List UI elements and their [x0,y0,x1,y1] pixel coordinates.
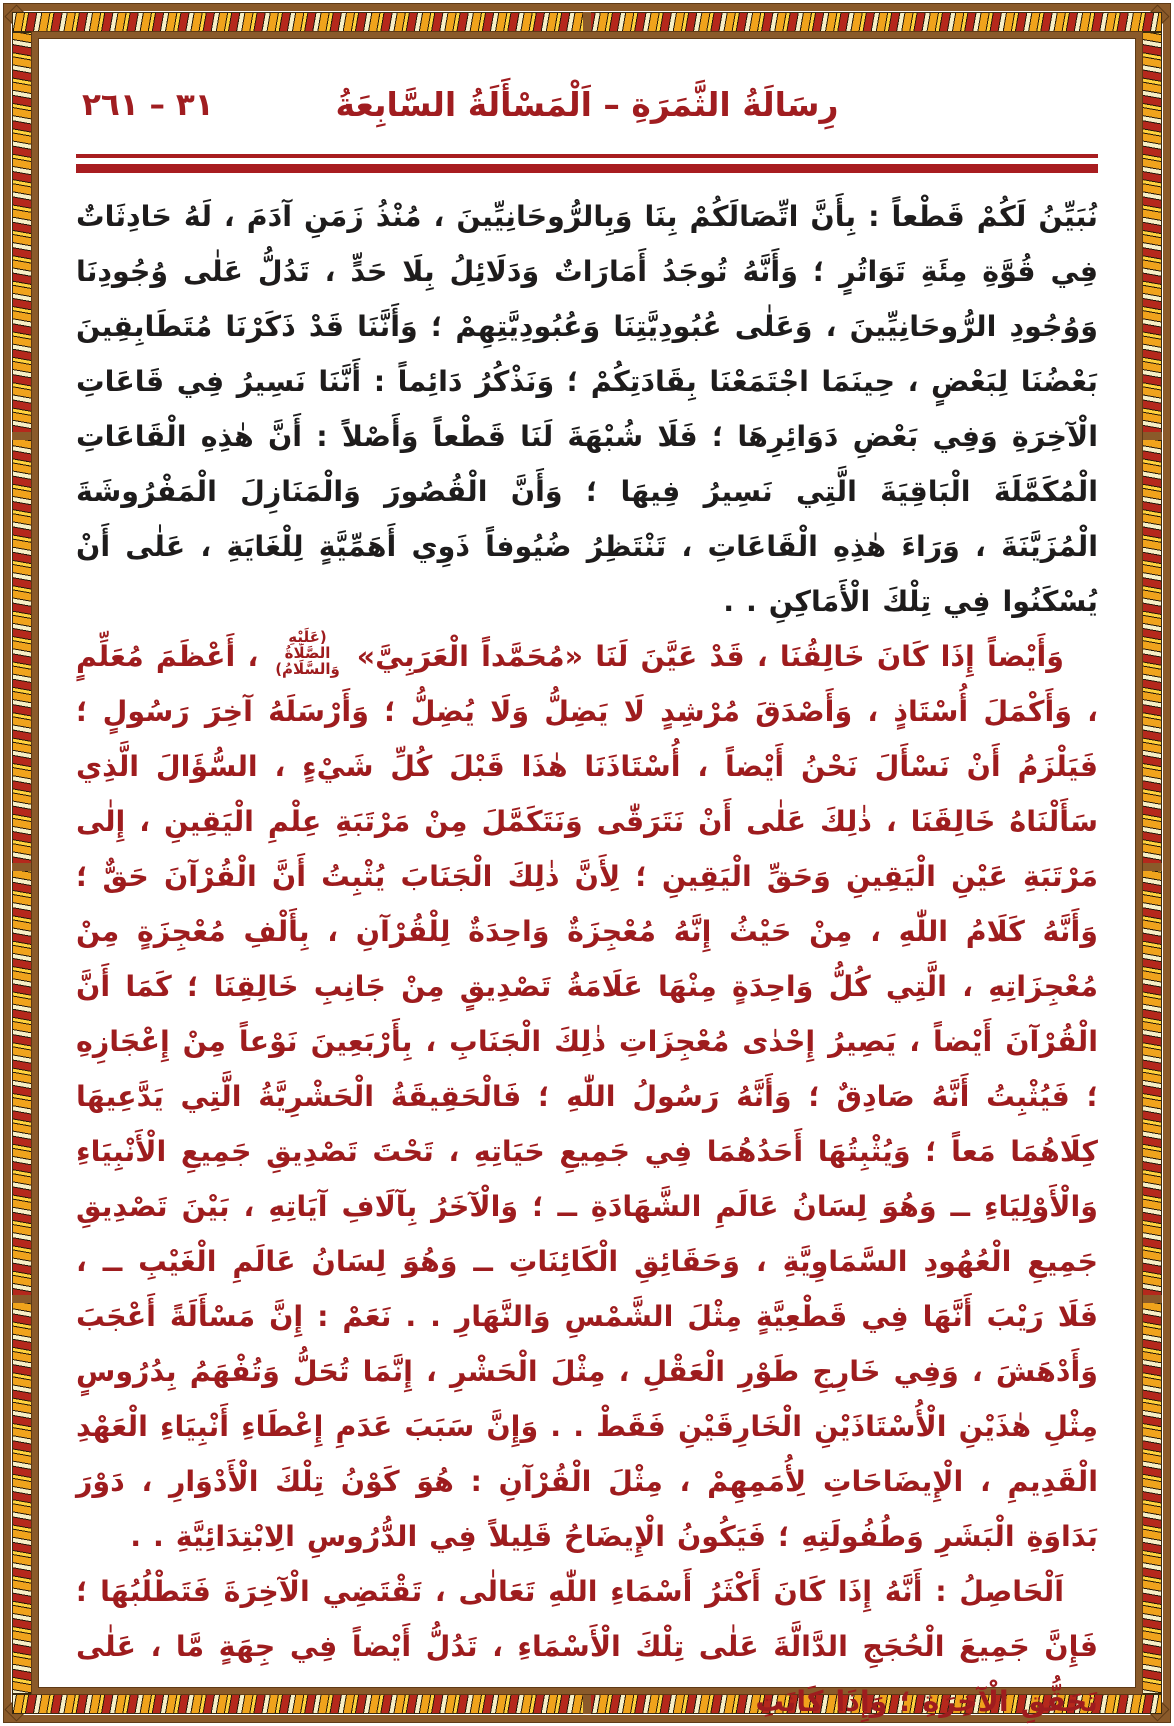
divider-thick-rule [76,164,1098,173]
paragraph-3: اَلْحَاصِلُ : أَنَّهُ إِذَا كَانَ أَكْثَرُ أَسْمَاءِ اللّٰهِ تَعَالٰى ، تَقْتَضِي الْآخِرَةَ فَتَطْلُبُهَا ؛ فَإِنَّ جَمِيعَ الْحُجَجِ الدَّالَّةَ عَلٰى تِلْكَ الْأَسْمَاءِ ، تَدُلُّ أَيْضاً فِي جِهَةٍ مَّا ، عَلٰى تَحَقُّقِ الْآخِرَةِ ؛ وَإِذَا كَانَتِ [76,1575,1098,1718]
body-text [76,189,1098,1726]
paragraph-2-lead: وَأَيْضاً إِذَا كَانَ خَالِقُنَا ، قَدْ عَيَّنَ لَنَا «مُحَمَّداً الْعَرَبِيَّ» [344,640,1064,673]
border-tick [12,1295,32,1303]
paragraph-1: نُبَيِّنُ لَكُمْ قَطْعاً : بِأَنَّ اتِّصَالَكُمْ بِنَا وَبِالرُّوحَانِيِّينَ ، مُنْذُ زَمَنِ آدَمَ ، لَهُ حَادِثَاتٌ فِي قُوَّةِ مِئَةِ تَوَاتُرٍ ؛ وَأَنَّهُ تُوجَدُ أَمَارَاتٌ وَدَلَائِلُ بِلَا حَدٍّ ، تَدُلُّ عَلٰى وُجُودِنَا وَوُجُودِ الرُّوحَانِيِّينَ ، وَعَلٰى عُبُودِيَّتِنَا وَعُبُودِيَّتِهِمْ ؛ وَأَنَّنَا قَدْ ذَكَرْنَا مُتَطَابِقِينَ بَعْضُنَا لِبَعْضٍ ، حِينَمَا اجْتَمَعْنَا بِقَادَتِكُمْ ؛ وَنَذْكُرُ دَائِماً : أَنَّنَا نَسِيرُ فِي قَاعَاتِ الْآخِرَةِ وَفِي بَعْضِ دَوَائِرِهَا ؛ فَلَا شُبْهَةَ لَنَا قَطْعاً وَأَصْلاً : أَنَّ هٰذِهِ الْقَاعَاتِ الْمُكَمَّلَةَ الْبَاقِيَةَ الَّتِي نَسِيرُ فِيهَا ؛ وَأَنَّ الْقُصُورَ وَالْمَنَازِلَ الْمَفْرُوشَةَ الْمُزَيَّنَةَ ، وَرَاءَ هٰذِهِ الْقَاعَاتِ ، تَنْتَظِرُ ضُيُوفاً ذَوِي أَهَمِّيَّةٍ لِلْغَايَةِ ، عَلٰى أَنْ يُسْكَنُوا فِي تِلْكَ الْأَمَاكِنِ . . [76,200,1098,618]
page-title: رِسَالَةُ الثَّمَرَةِ – اَلْمَسْأَلَةُ السَّابِعَةُ [335,85,839,124]
paragraph-2 [76,629,1098,1564]
border-tick [1142,1295,1162,1303]
paragraph-2-rest: ، أَعْظَمَ مُعَلِّمٍ ، وَأَكْمَلَ أُسْتَاذٍ ، وَأَصْدَقَ مُرْشِدٍ لَا يَضِلُّ وَلَا يُضِلُّ ؛ وَأَرْسَلَهُ آخِرَ رَسُولٍ ؛ فَيَلْزَمُ أَنْ نَسْأَلَ نَحْنُ أَيْضاً ، أُسْتَاذَنَا هٰذَا قَبْلَ كُلِّ شَيْءٍ ، السُّؤَالَ الَّذِي سَأَلْنَاهُ خَالِقَنَا ، ذٰلِكَ عَلٰى أَنْ نَتَرَقّٰى وَنَتَكَمَّلَ مِنْ مَرْتَبَةِ عِلْمِ الْيَقِينِ ، إِلٰى مَرْتَبَةِ عَيْنِ الْيَقِينِ وَحَقِّ الْيَقِينِ ؛ لِأَنَّ ذٰلِكَ الْجَنَابَ يُثْبِتُ أَنَّ الْقُرْآنَ حَقٌّ ؛ وَأَنَّهُ كَلَامُ اللّٰهِ ، مِنْ حَيْثُ إِنَّهُ مُعْجِزَةٌ وَاحِدَةٌ لِلْقُرْآنِ ، بِأَلْفِ مُعْجِزَةٍ مِنْ مُعْجِزَاتِهِ ، الَّتِي كُلُّ وَاحِدَةٍ مِنْهَا عَلَامَةُ تَصْدِيقٍ مِنْ جَانِبِ خَالِقِنَا ؛ كَمَا أَنَّ الْقُرْآنَ أَيْضاً ، يَصِيرُ إِحْدٰى مُعْجِزَاتِ ذٰلِكَ الْجَنَابِ ، بِأَرْبَعِينَ نَوْعاً مِنْ إِعْجَازِهِ ؛ فَيُثْبِتُ أَنَّهُ صَادِقٌ ؛ وَأَنَّهُ رَسُولُ اللّٰهِ ؛ فَالْحَقِيقَةُ الْحَشْرِيَّةُ الَّتِي يَدَّعِيهَا كِلَاهُمَا مَعاً ؛ وَيُثْبِتُهَا أَحَدُهُمَا فِي جَمِيعِ حَيَاتِهِ ، تَحْتَ تَصْدِيقِ جَمِيعِ الْأَنْبِيَاءِ وَالْأَوْلِيَاءِ ــ وَهُوَ لِسَانُ عَالَمِ الشَّهَادَةِ ــ ؛ وَالْآخَرُ بِآلَافِ آيَاتِهِ ، بَيْنَ تَصْدِيقِ جَمِيعِ الْعُهُودِ السَّمَاوِيَّةِ ، وَحَقَائِقِ الْكَائِنَاتِ ــ وَهُوَ لِسَانُ عَالَمِ الْغَيْبِ ــ ، فَلَا رَيْبَ أَنَّهَا فِي قَطْعِيَّةٍ مِثْلَ الشَّمْسِ وَالنَّهَارِ . . نَعَمْ : إِنَّ مَسْأَلَةً أَعْجَبَ وَأَدْهَشَ ، وَفِي خَارِجِ طَوْرِ الْعَقْلِ ، مِثْلَ الْحَشْرِ ، إِنَّمَا تُحَلُّ وَتُفْهَمُ بِدُرُوسٍ مِثْلِ هٰذَيْنِ الْأُسْتَاذَيْنِ الْخَارِقَيْنِ فَقَطْ . . وَإِنَّ سَبَبَ عَدَمِ إِعْطَاءِ أَنْبِيَاءِ الْعَهْدِ الْقَدِيمِ ، الْإِيضَاحَاتِ لِأُمَمِهِمْ ، مِثْلَ الْقُرْآنِ : هُوَ كَوْنُ تِلْكَ الْأَدْوَارِ ، دَوْرَ بَدَاوَةِ الْبَشَرِ وَطُفُولَتِهِ ؛ فَيَكُونُ الْإِيضَاحُ قَلِيلاً فِي الدُّرُوسِ الِابْتِدَائِيَّةِ . . [76,640,1098,1553]
border-tick [1142,863,1162,871]
honorific-seal: (عَلَيْهِ الصَّلَاةُ وَالسَّلَامُ) [275,628,340,678]
header-divider [76,154,1098,173]
border-tick [12,432,32,440]
page-content [44,44,1130,1718]
border-tick [12,863,32,871]
border-tick [1142,432,1162,440]
page-number: ٣١ – ٢٦١ [82,87,214,123]
border-tick [583,12,591,32]
page-header [76,70,1098,140]
